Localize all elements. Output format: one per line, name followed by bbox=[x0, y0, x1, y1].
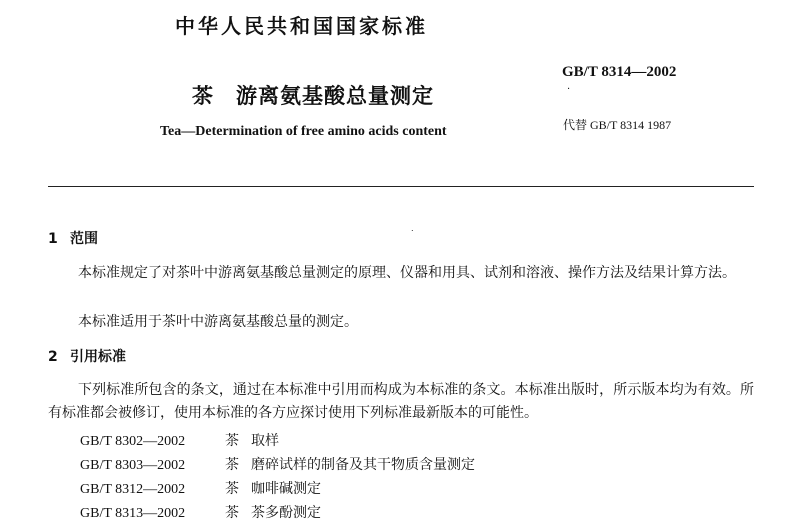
paragraph: 本标准规定了对茶叶中游离氨基酸总量测定的原理、仪器和用具、试剂和溶液、操作方法及结果计算方法。 bbox=[78, 265, 736, 281]
standard-number: GB/T 8314—2002 bbox=[562, 64, 677, 80]
section-heading bbox=[48, 228, 98, 248]
section-heading bbox=[48, 346, 126, 366]
section-number: 1 bbox=[48, 231, 58, 247]
reference-item bbox=[80, 502, 321, 522]
paragraph: 本标准适用于茶叶中游离氨基酸总量的测定。 bbox=[78, 314, 358, 330]
document-title: 茶 游离氨基酸总量测定 bbox=[192, 84, 434, 108]
reference-category: 茶 bbox=[225, 457, 239, 473]
reference-category: 茶 bbox=[225, 433, 239, 449]
reference-category: 茶 bbox=[225, 481, 239, 497]
reference-code: GB/T 8302—2002 bbox=[80, 434, 186, 449]
paragraph: 下列标准所包含的条文，通过在本标准中引用而构成为本标准的条文。本标准出版时，所示版本均为有效。所有标准都会被修订，使用本标准的各方应探讨使用下列标准最新版本的可能性。 bbox=[48, 382, 754, 421]
section-number: 2 bbox=[48, 349, 58, 365]
section-title: 范围 bbox=[70, 231, 98, 247]
reference-code: GB/T 8312—2002 bbox=[80, 482, 186, 497]
scan-speck: . bbox=[411, 224, 414, 233]
reference-item bbox=[80, 478, 321, 498]
english-title: Tea—Determination of free amino acids content bbox=[160, 124, 447, 139]
header-divider bbox=[48, 186, 754, 187]
reference-title: 茶多酚测定 bbox=[251, 505, 321, 521]
standard-number-dot: · bbox=[567, 84, 571, 95]
reference-item bbox=[80, 430, 279, 450]
reference-title: 咖啡碱测定 bbox=[251, 481, 321, 497]
reference-item bbox=[80, 454, 475, 474]
replaces-note: 代替 GB/T 8314 1987 bbox=[563, 118, 672, 132]
national-standard-heading: 中华人民共和国国家标准 bbox=[175, 14, 428, 38]
section-title: 引用标准 bbox=[70, 349, 126, 365]
reference-category: 茶 bbox=[225, 505, 239, 521]
reference-title: 取样 bbox=[251, 433, 279, 449]
reference-title: 磨碎试样的制备及其干物质含量测定 bbox=[251, 457, 475, 473]
reference-code: GB/T 8303—2002 bbox=[80, 458, 186, 473]
reference-code: GB/T 8313—2002 bbox=[80, 506, 186, 521]
